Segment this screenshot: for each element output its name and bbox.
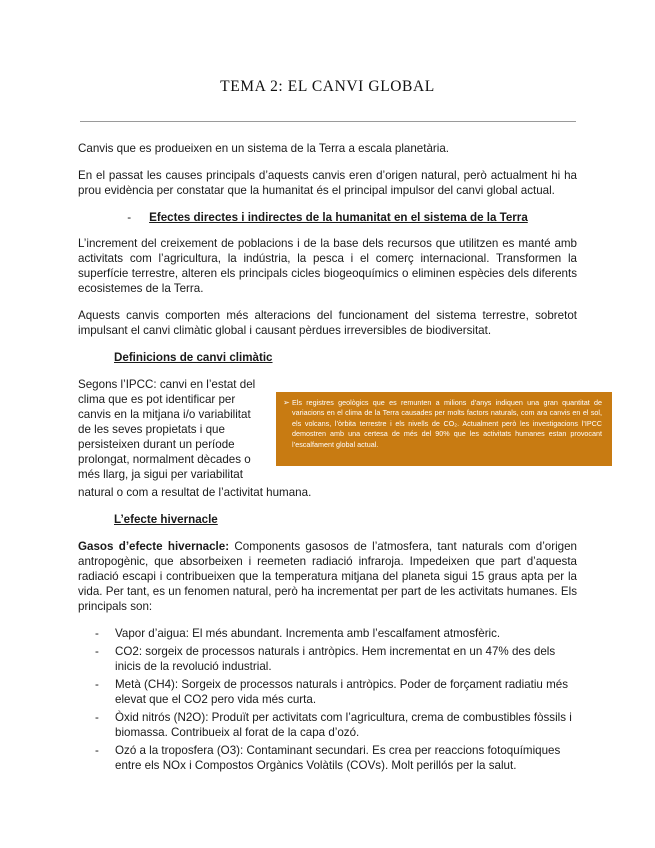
ipcc-definition-continuation: natural o com a resultat de l’activitat humana. (78, 486, 312, 499)
subheading-definitions: Definicions de canvi climàtic (114, 351, 273, 364)
callout-box (276, 392, 612, 466)
ipcc-line-4: de les seves propietats i que (78, 423, 225, 436)
arrow-bullet-icon: ➢ (283, 398, 290, 407)
intro-paragraph-1: Canvis que es produeixen en un sistema de la Terra a escala planetària. (78, 142, 450, 155)
ipcc-line-1: Segons l’IPCC: canvi en l’estat del (78, 378, 256, 391)
intro-paragraph-2: En el passat les causes principals d’aquests canvis eren d’origen natural, però actualment hi ha prou evidència per constatar que la humanitat és el principal impulsor del canvi global actual. (78, 169, 577, 197)
ipcc-line-5: persisteixen durant un període (78, 438, 235, 451)
section-heading-effects-text: Efectes directes i indirectes de la humanitat en el sistema de la Terra (149, 211, 528, 224)
list-item: - Ozó a la troposfera (O3): Contaminant secundari. Es crea per reaccions fotoquímiques entre els NOx i Compostos Orgànics Volàtils (COVs). Molt perillós per la salut. (95, 744, 561, 772)
subheading-greenhouse: L’efecte hivernacle (114, 513, 218, 526)
section-heading-effects (0, 210, 655, 225)
greenhouse-lead-text: Components gasosos de l’atmosfera, tant naturals com d’origen antropogènic, que absorbeixen i reemeten radiació infraroja. Impedeixen que part d’aquesta radiació escapi i contribueixen que la temperatura mitjana del planeta sigui 15 graus apta per la vida. Per tant, es un fenomen natural, però ha incrementat per part de les activitats humanes. Els principals son: (78, 540, 577, 613)
effects-paragraph-1: L’increment del creixement de poblacions i de la base dels recursos que utilitzen es manté amb activitats com l’agricultura, la indústria, la pesca i el comerç internacional. Transformen la superfície terrestre, alteren els principals cicles biogeoquímics o eliminen espècies dels diferents ecosistemes de la Terra. (78, 237, 577, 295)
greenhouse-lead-bold: Gasos d’efecte hivernacle: (78, 540, 230, 553)
list-item: - Vapor d’aigua: El més abundant. Incrementa amb l’escalfament atmosfèric. (95, 627, 501, 640)
callout-text: Els registres geològics que es remunten a milions d’anys indiquen una gran quantitat de variacions en el clima de la Terra causades per molts factors naturals, com ara canvis en el sol, els volcans, l’òrbita terrestre i els nivells de CO₂. Actualment però les investigacions l’IPCC demostren amb una certesa de més del 90% que les activitats humanes estan provocant l’escalfament global actual. (292, 398, 602, 449)
ipcc-line-2: clima que es pot identificar per (78, 393, 236, 406)
effects-paragraph-2: Aquests canvis comporten més alteracions del funcionament del sistema terrestre, sobretot impulsant el canvi climàtic global i causant pèrdues irreversibles de biodiversitat. (78, 309, 577, 337)
gas-list (78, 626, 578, 776)
ipcc-definition (78, 377, 267, 482)
ipcc-line-6: prolongat, normalment dècades o (78, 453, 251, 466)
page-title: TEMA 2: EL CANVI GLOBAL (220, 78, 435, 95)
greenhouse-paragraph (78, 539, 577, 614)
ipcc-line-7: més llarg, ja sigui per variabilitat (78, 468, 243, 481)
list-item: - Metà (CH4): Sorgeix de processos naturals i antròpics. Poder de forçament radiatiu més elevat que el CO2 pero vida més curta. (95, 678, 569, 706)
ipcc-line-3: canvis en la mitjana i/o variabilitat (78, 408, 251, 421)
title-divider (80, 121, 576, 122)
heading-dash: - (127, 211, 132, 224)
list-item: - CO2: sorgeix de processos naturals i antròpics. Hem incrementat en un 47% des dels inicis de la revolució industrial. (95, 645, 556, 673)
list-item: - Òxid nitrós (N2O): Produït per activitats com l’agricultura, crema de combustibles fòssils i biomassa. Contribueix al forat de la capa d’ozó. (95, 711, 572, 739)
